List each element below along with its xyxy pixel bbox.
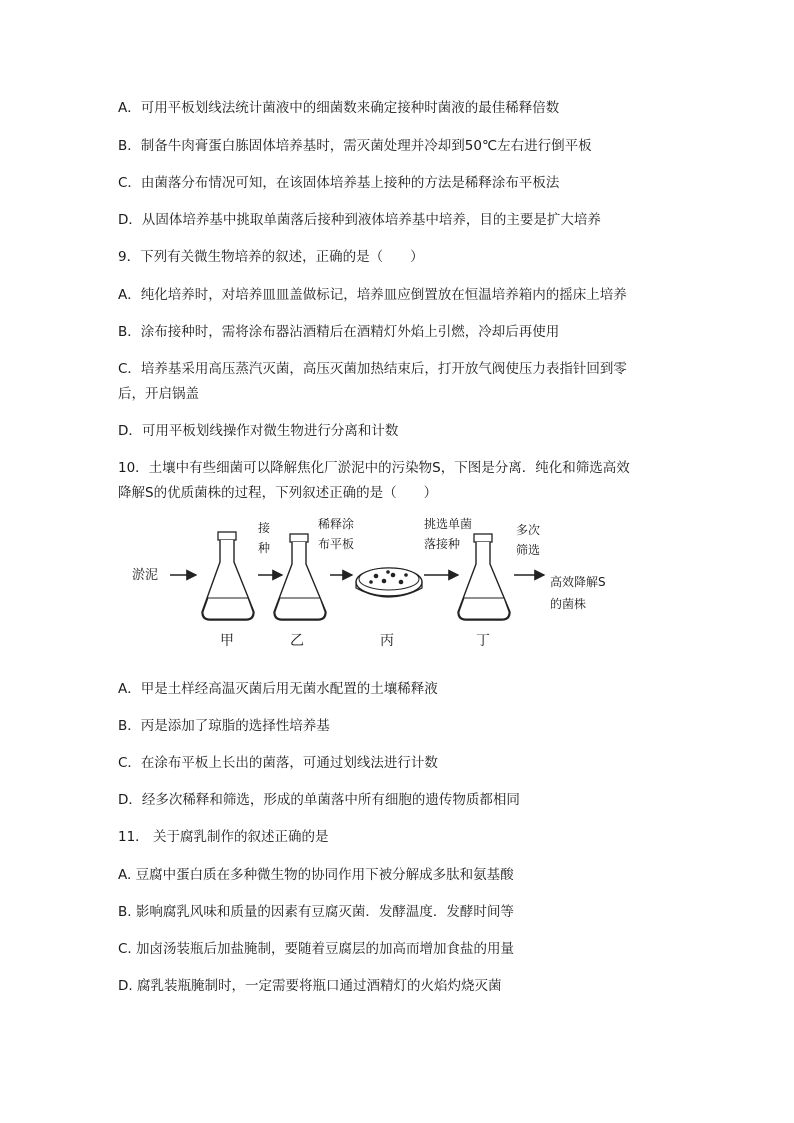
label-step2b: 布平板 xyxy=(318,537,355,551)
q9-option-d: D．可用平板划线操作对微生物进行分离和计数 xyxy=(118,423,399,439)
q10-stem-line2: 降解S的优质菌株的过程，下列叙述正确的是（ ） xyxy=(118,485,438,501)
q8-option-c: C．由菌落分布情况可知，在该固体培养基上接种的方法是稀释涂布平板法 xyxy=(118,175,560,191)
q9-option-c-line2: 后，开启锅盖 xyxy=(118,386,199,402)
label-end-line2: 的菌株 xyxy=(550,597,587,611)
label-start: 淤泥 xyxy=(132,568,159,583)
label-step3a: 挑选单菌 xyxy=(424,517,473,531)
experiment-diagram xyxy=(118,517,678,660)
q11-stem: 11． 关于腐乳制作的叙述正确的是 xyxy=(118,829,329,845)
q9-stem: 9．下列有关微生物培养的叙述，正确的是（ ） xyxy=(118,249,424,265)
q8-option-a: A．可用平板划线法统计菌液中的细菌数来确定接种时菌液的最佳稀释倍数 xyxy=(118,100,560,116)
q11-option-c: C. 加卤汤装瓶后加盐腌制，要随着豆腐层的加高而增加食盐的用量 xyxy=(118,941,515,957)
label-step3b: 落接种 xyxy=(424,537,461,551)
flask-ding-icon xyxy=(458,534,510,620)
label-step2a: 稀释涂 xyxy=(318,517,355,531)
q9-option-b: B．涂布接种时，需将涂布器沾酒精后在酒精灯外焰上引燃，冷却后再使用 xyxy=(118,324,560,340)
label-ding: 丁 xyxy=(476,633,490,649)
q10-option-c: C．在涂布平板上长出的菌落，可通过划线法进行计数 xyxy=(118,755,438,771)
label-step4b: 筛选 xyxy=(516,543,541,557)
label-step1b: 种 xyxy=(258,541,271,555)
q10-option-d: D．经多次稀释和筛选，形成的单菌落中所有细胞的遗传物质都相同 xyxy=(118,792,520,808)
q10-stem-line1: 10．土壤中有些细菌可以降解焦化厂淤泥中的污染物S，下图是分离．纯化和筛选高效 xyxy=(118,460,630,476)
q10-option-b: B．丙是添加了琼脂的选择性培养基 xyxy=(118,718,330,734)
label-yi: 乙 xyxy=(290,633,304,649)
q8-option-d: D．从固体培养基中挑取单菌落后接种到液体培养基中培养，目的主要是扩大培养 xyxy=(118,212,601,228)
petri-dish-bing-icon xyxy=(356,568,422,597)
q8-option-b: B．制备牛肉膏蛋白胨固体培养基时，需灭菌处理并冷却到50℃左右进行倒平板 xyxy=(118,138,592,154)
label-bing: 丙 xyxy=(380,633,394,649)
flask-jia-icon xyxy=(202,532,254,620)
q9-option-c-line1: C．培养基采用高压蒸汽灭菌，高压灭菌加热结束后，打开放气阀使压力表指针回到零 xyxy=(118,361,627,377)
label-jia: 甲 xyxy=(220,633,234,649)
q11-option-b: B. 影响腐乳风味和质量的因素有豆腐灭菌．发酵温度．发酵时间等 xyxy=(118,904,514,920)
label-step1a: 接 xyxy=(258,521,271,535)
q10-option-a: A．甲是土样经高温灭菌后用无菌水配置的土壤稀释液 xyxy=(118,681,438,697)
label-step4a: 多次 xyxy=(516,523,541,537)
q11-option-a: A. 豆腐中蛋白质在多种微生物的协同作用下被分解成多肽和氨基酸 xyxy=(118,867,514,883)
label-end-line1: 高效降解S xyxy=(550,575,606,589)
q9-option-a: A．纯化培养时，对培养皿皿盖做标记，培养皿应倒置放在恒温培养箱内的摇床上培养 xyxy=(118,287,627,303)
q11-option-d: D. 腐乳装瓶腌制时，一定需要将瓶口通过酒精灯的火焰灼烧灭菌 xyxy=(118,978,502,994)
